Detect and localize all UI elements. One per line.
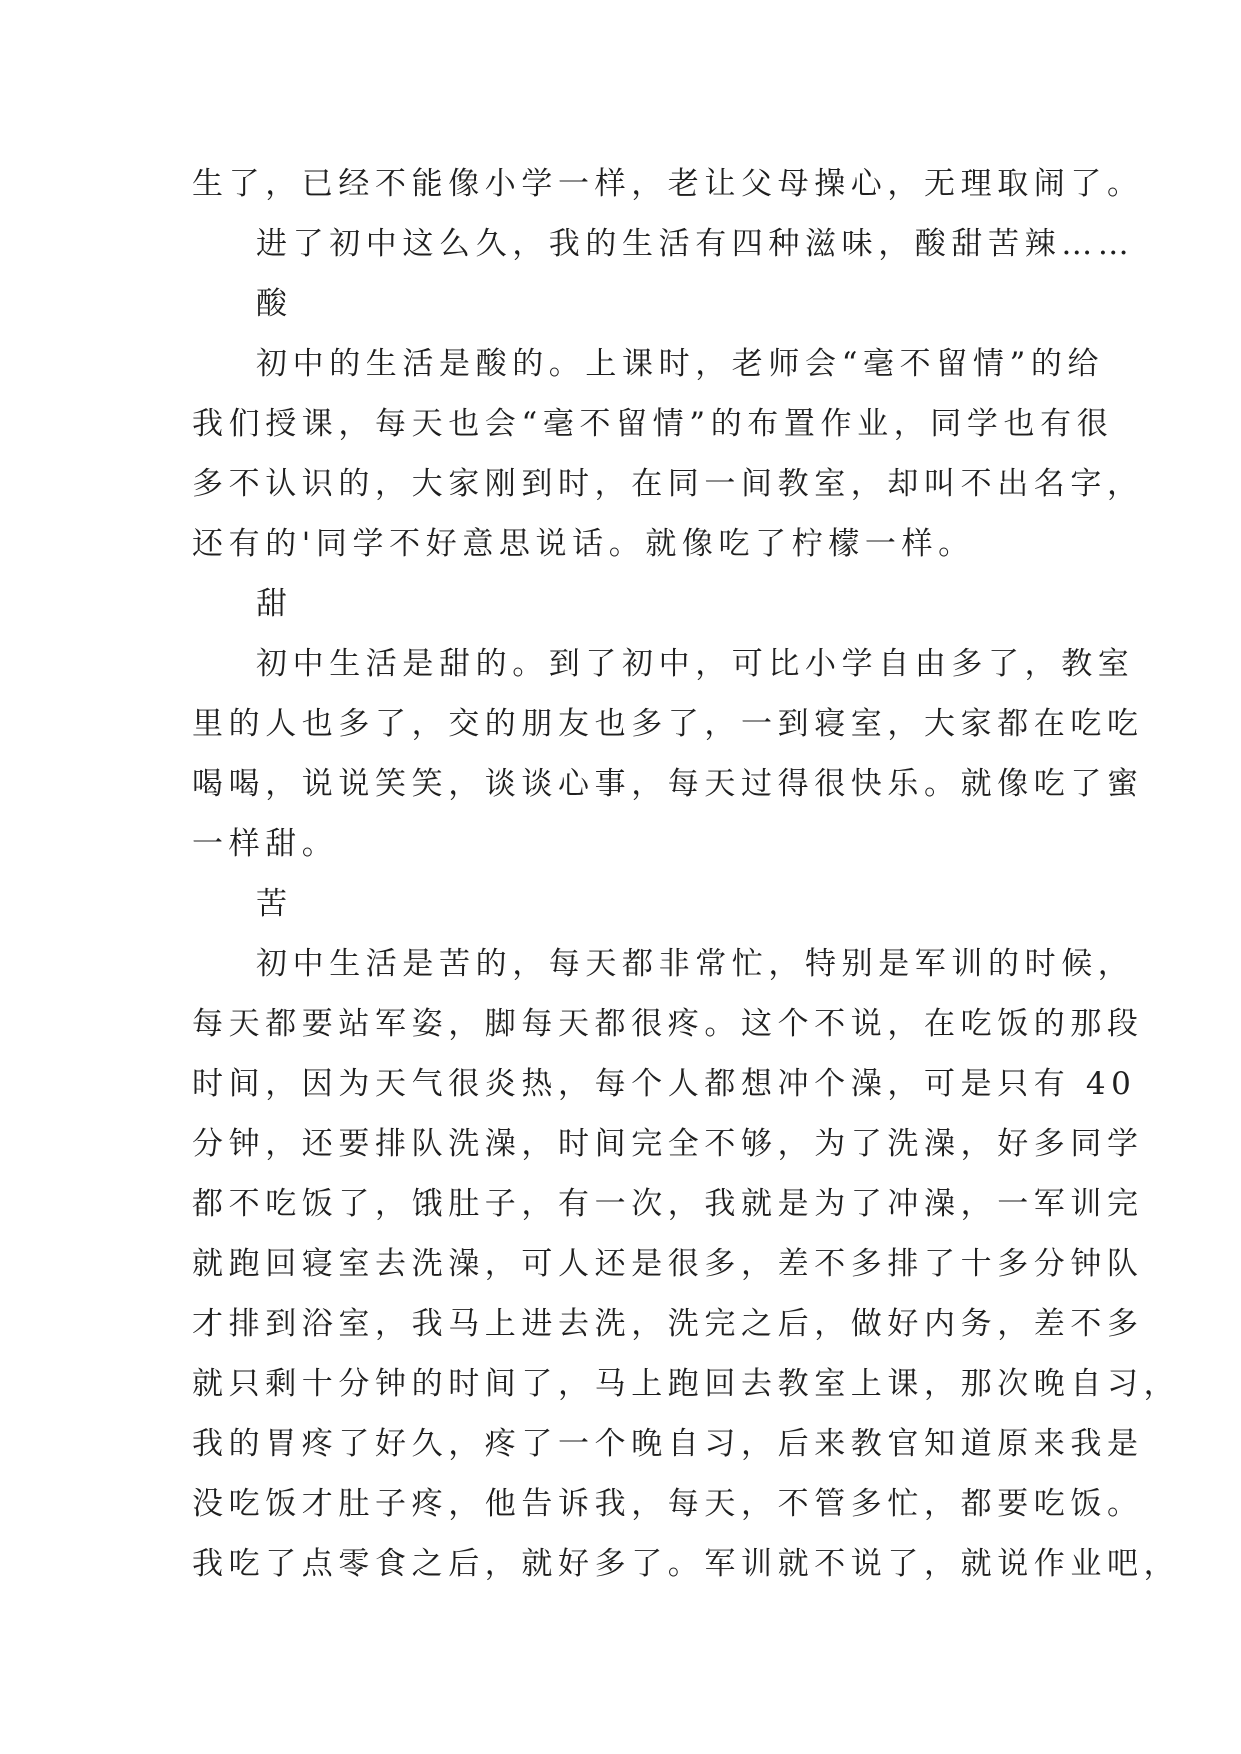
text-line: 分钟，还要排队洗澡，时间完全不够，为了洗澡，好多同学: [192, 1126, 1144, 1162]
text-line: 时间，因为天气很炎热，每个人都想冲个澡，可是只有 40: [192, 1066, 1137, 1102]
text-line: 没吃饭才肚子疼，他告诉我，每天，不管多忙，都要吃饭。: [192, 1486, 1144, 1522]
text-line: 初中的生活是酸的。上课时，老师会“毫不留情”的给: [256, 346, 1105, 382]
text-line: 一样甜。: [192, 826, 339, 862]
section-heading-sweet: 甜: [256, 586, 293, 622]
text-line: 生了，已经不能像小学一样，老让父母操心，无理取闹了。: [192, 166, 1144, 202]
text-line: 才排到浴室，我马上进去洗，洗完之后，做好内务，差不多: [192, 1306, 1144, 1342]
text-line: 还有的'同学不好意思说话。就像吃了柠檬一样。: [192, 526, 975, 562]
text-line: 每天都要站军姿，脚每天都很疼。这个不说，在吃饭的那段: [192, 1006, 1144, 1042]
text-line: 初中生活是苦的，每天都非常忙，特别是军训的时候，: [256, 946, 1135, 982]
section-heading-sour: 酸: [256, 286, 293, 322]
section-heading-bitter: 苦: [256, 886, 293, 922]
text-line: 里的人也多了，交的朋友也多了，一到寝室，大家都在吃吃: [192, 706, 1144, 742]
text-line: 我吃了点零食之后，就好多了。军训就不说了，就说作业吧，: [192, 1546, 1181, 1582]
text-line: 我们授课，每天也会“毫不留情”的布置作业，同学也有很: [192, 406, 1114, 442]
text-line: 喝喝，说说笑笑，谈谈心事，每天过得很快乐。就像吃了蜜: [192, 766, 1144, 802]
text-line: 就跑回寝室去洗澡，可人还是很多，差不多排了十多分钟队: [192, 1246, 1144, 1282]
text-line: 进了初中这么久，我的生活有四种滋味，酸甜苦辣……: [256, 226, 1135, 262]
text-line: 我的胃疼了好久，疼了一个晚自习，后来教官知道原来我是: [192, 1426, 1144, 1462]
text-line: 都不吃饭了，饿肚子，有一次，我就是为了冲澡，一军训完: [192, 1186, 1144, 1222]
text-line: 多不认识的，大家刚到时，在同一间教室，却叫不出名字，: [192, 466, 1144, 502]
text-line: 就只剩十分钟的时间了，马上跑回去教室上课，那次晚自习，: [192, 1366, 1181, 1402]
text-line: 初中生活是甜的。到了初中，可比小学自由多了，教室: [256, 646, 1135, 682]
